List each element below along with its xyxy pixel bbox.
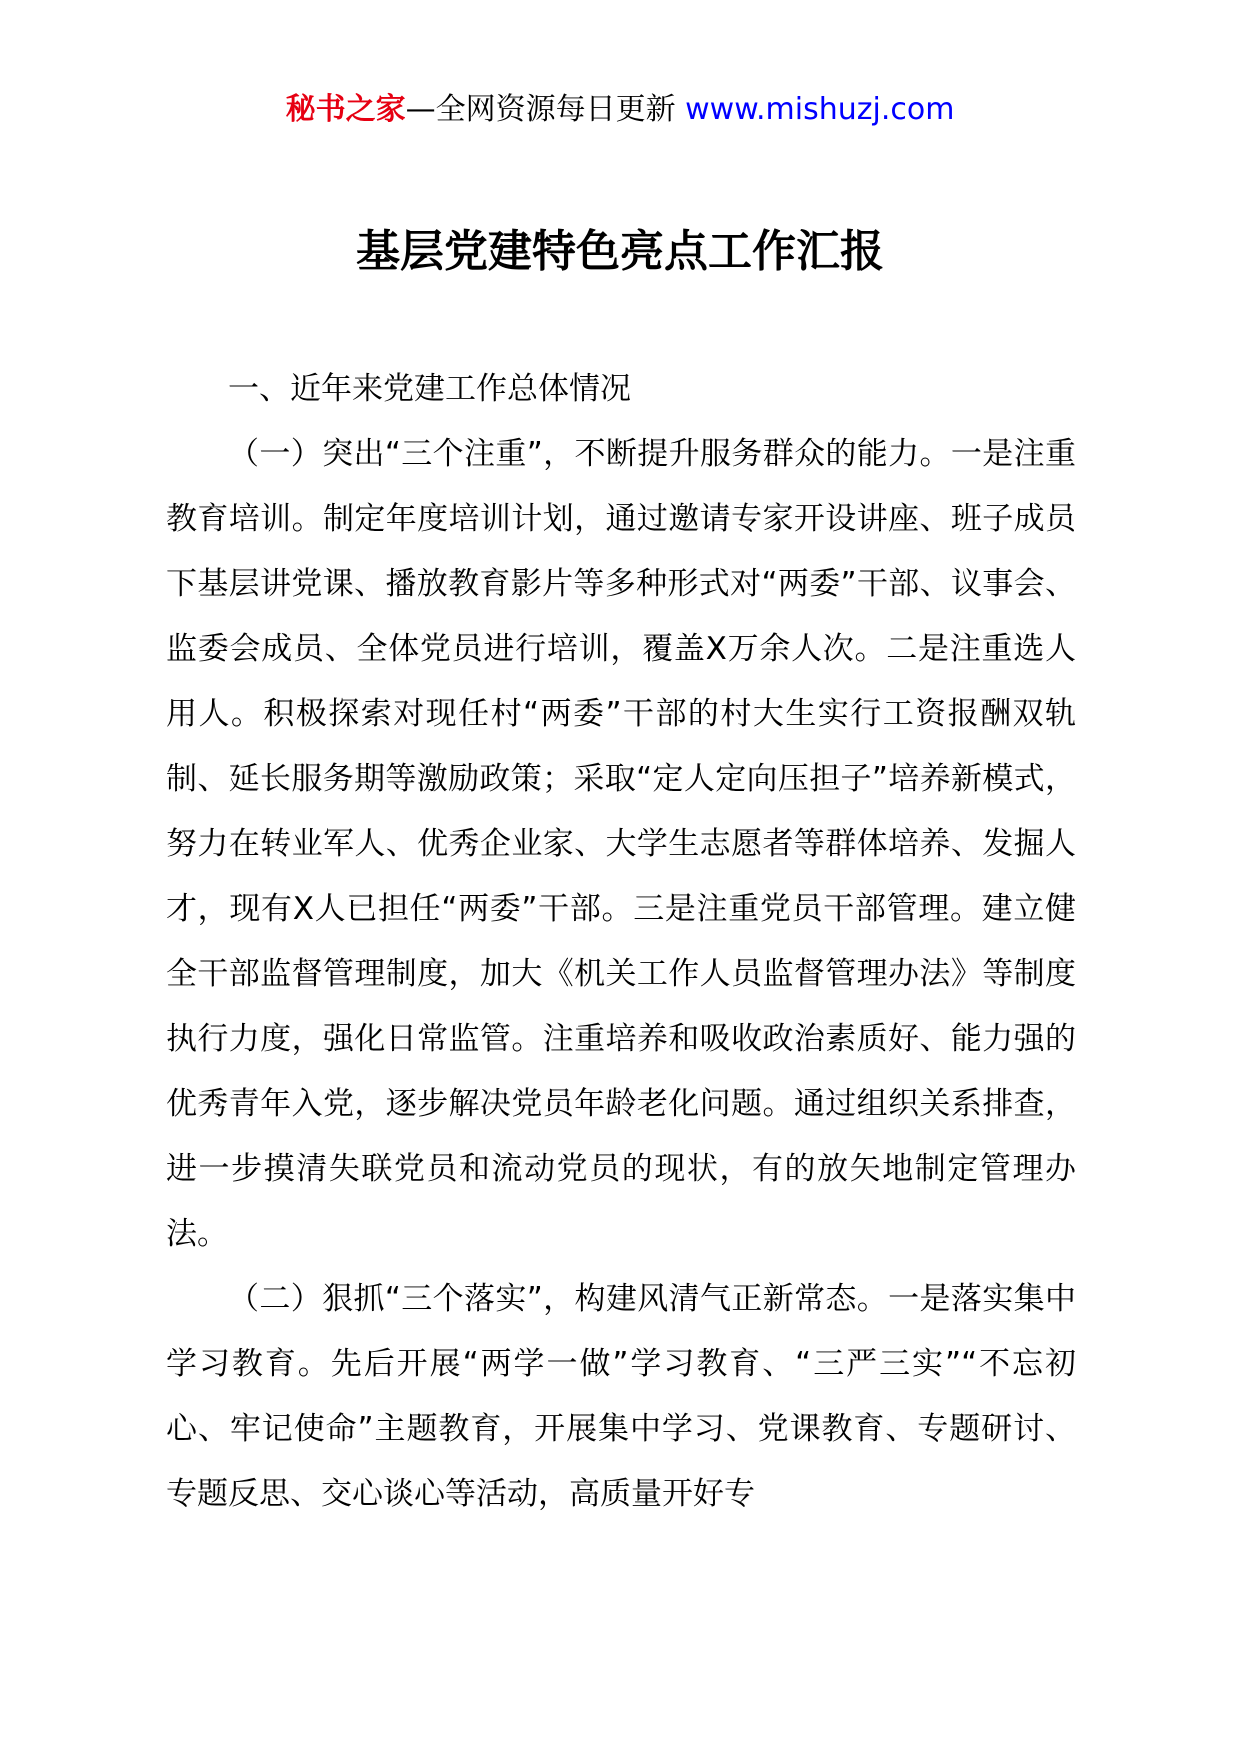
site-tagline: —全网资源每日更新	[405, 92, 686, 127]
section-heading: 一、近年来党建工作总体情况	[228, 371, 631, 407]
paragraph: （一）突出“三个注重”，不断提升服务群众的能力。一是注重教育培训。制定年度培训计划，通过邀请专家开设讲座、班子成员下基层讲党课、播放教育影片等多种形式对“两委”干部、议事会、监委会成员、全体党员进行培训，覆盖X万余人次。二是注重选人用人。积极探索对现任村“两委”干部的村大生实行工资报酬双轨制、延长服务期等激励政策；采取“定人定向压担子”培养新模式，努力在转业军人、优秀企业家、大学生志愿者等群体培养、发掘人才，现有X人已担任“两委”干部。三是注重党员干部管理。建立健全干部监督管理制度，加大《机关工作人员监督管理办法》等制度执行力度，强化日常监管。注重培养和吸收政治素质好、能力强的优秀青年入党，逐步解决党员年龄老化问题。通过组织关系排查，进一步摸清失联党员和流动党员的现状，有的放矢地制定管理办法。	[166, 436, 1076, 1252]
document-body	[166, 357, 1076, 1527]
paragraph: （二）狠抓“三个落实”，构建风清气正新常态。一是落实集中学习教育。先后开展“两学一做”学习教育、“三严三实”“不忘初心、牢记使命”主题教育，开展集中学习、党课教育、专题研讨、专题反思、交心谈心等活动，高质量开好专	[166, 1281, 1076, 1512]
site-header	[0, 88, 1240, 132]
site-url-link[interactable]: www.mishuzj.com	[685, 92, 955, 127]
site-brand: 秘书之家	[285, 92, 406, 127]
document-title: 基层党建特色亮点工作汇报	[356, 226, 884, 277]
